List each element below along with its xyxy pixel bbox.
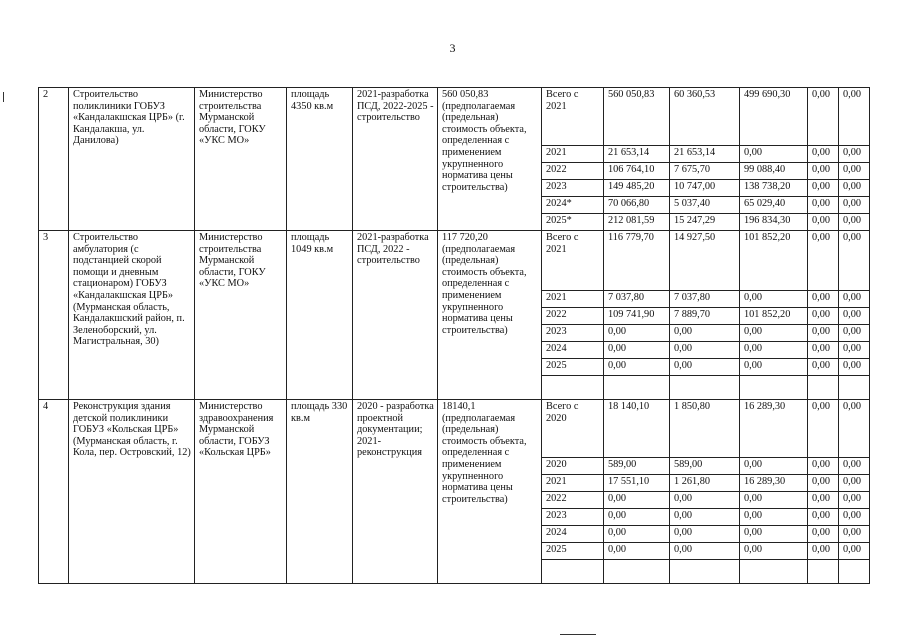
year-value-5: 0,00: [839, 543, 870, 560]
year-cell: 2024: [542, 526, 604, 543]
spacer-cell: [808, 560, 839, 584]
year-value-2: 0,00: [670, 526, 740, 543]
year-value-4: 0,00: [808, 509, 839, 526]
year-value-5: 0,00: [839, 308, 870, 325]
year-value-4: 0,00: [808, 526, 839, 543]
year-cell: 2023: [542, 509, 604, 526]
total-value-3: 16 289,30: [740, 400, 808, 458]
year-value-4: 0,00: [808, 543, 839, 560]
total-label: Всего с 2021: [542, 88, 604, 146]
year-value-3: 0,00: [740, 325, 808, 342]
year-value-5: 0,00: [839, 475, 870, 492]
year-cell: 2022: [542, 163, 604, 180]
estimated-cost: 560 050,83 (предполагаемая (предельная) стоимость объекта, определенная с применением укрупненного норматива цены строительства): [438, 88, 542, 231]
year-value-5: 0,00: [839, 214, 870, 231]
year-value-1: 0,00: [604, 526, 670, 543]
year-value-5: 0,00: [839, 163, 870, 180]
year-value-5: 0,00: [839, 342, 870, 359]
year-value-3: 0,00: [740, 342, 808, 359]
year-cell: 2023: [542, 325, 604, 342]
year-value-2: 21 653,14: [670, 146, 740, 163]
year-cell: 2025: [542, 543, 604, 560]
year-value-4: 0,00: [808, 163, 839, 180]
year-value-3: 16 289,30: [740, 475, 808, 492]
total-value-1: 560 050,83: [604, 88, 670, 146]
year-value-1: 212 081,59: [604, 214, 670, 231]
year-value-2: 7 037,80: [670, 291, 740, 308]
year-value-4: 0,00: [808, 342, 839, 359]
period: 2021-разработка ПСД, 2022-2025 - строительство: [353, 88, 438, 231]
object-name: Строительство амбулатория (с подстанцией скорой помощи и дневным стационаром) ГОБУЗ «Кандалакшская ЦРБ» (Мурманская область, Кандалакшский район, п. Зеленоборский, ул. Магистральная, 30): [69, 231, 195, 400]
year-value-4: 0,00: [808, 146, 839, 163]
year-value-5: 0,00: [839, 291, 870, 308]
year-value-3: 0,00: [740, 526, 808, 543]
period: 2020 - разработка проектной документации; 2021-реконструкция: [353, 400, 438, 584]
year-value-2: 1 261,80: [670, 475, 740, 492]
year-value-3: 0,00: [740, 146, 808, 163]
spacer-cell: [740, 560, 808, 584]
year-value-2: 0,00: [670, 492, 740, 509]
year-value-4: 0,00: [808, 291, 839, 308]
year-value-4: 0,00: [808, 475, 839, 492]
year-value-5: 0,00: [839, 180, 870, 197]
year-value-4: 0,00: [808, 214, 839, 231]
bottom-mark: [560, 634, 596, 635]
year-value-1: 589,00: [604, 458, 670, 475]
executor: Министерство здравоохранения Мурманской области, ГОБУЗ «Кольская ЦРБ»: [195, 400, 287, 584]
year-value-5: 0,00: [839, 325, 870, 342]
year-value-5: 0,00: [839, 458, 870, 475]
year-value-2: 589,00: [670, 458, 740, 475]
total-value-2: 14 927,50: [670, 231, 740, 291]
object-area: площадь 1049 кв.м: [287, 231, 353, 400]
total-value-1: 18 140,10: [604, 400, 670, 458]
year-value-1: 109 741,90: [604, 308, 670, 325]
year-value-5: 0,00: [839, 359, 870, 376]
total-value-4: 0,00: [808, 231, 839, 291]
executor: Министерство строительства Мурманской области, ГОКУ «УКС МО»: [195, 88, 287, 231]
year-value-3: 0,00: [740, 492, 808, 509]
total-value-5: 0,00: [839, 231, 870, 291]
year-value-3: 65 029,40: [740, 197, 808, 214]
year-value-3: 0,00: [740, 291, 808, 308]
object-area: площадь 4350 кв.м: [287, 88, 353, 231]
year-cell: 2025*: [542, 214, 604, 231]
margin-mark: [3, 92, 4, 102]
spacer-cell: [670, 560, 740, 584]
period: 2021-разработка ПСД, 2022 - строительство: [353, 231, 438, 400]
total-value-4: 0,00: [808, 88, 839, 146]
spacer-cell: [740, 376, 808, 400]
year-value-3: 101 852,20: [740, 308, 808, 325]
spacer-cell: [604, 560, 670, 584]
year-value-1: 0,00: [604, 492, 670, 509]
year-cell: 2024: [542, 342, 604, 359]
year-cell: 2021: [542, 291, 604, 308]
estimated-cost: 117 720,20 (предполагаемая (предельная) стоимость объекта, определенная с применением укрупненного норматива цены строительства): [438, 231, 542, 400]
year-value-3: 0,00: [740, 509, 808, 526]
total-value-5: 0,00: [839, 88, 870, 146]
year-value-3: 0,00: [740, 359, 808, 376]
year-value-1: 106 764,10: [604, 163, 670, 180]
year-value-2: 0,00: [670, 509, 740, 526]
year-value-4: 0,00: [808, 359, 839, 376]
estimated-cost: 18140,1 (предполагаемая (предельная) стоимость объекта, определенная с применением укрупненного норматива цены строительства): [438, 400, 542, 584]
year-value-1: 7 037,80: [604, 291, 670, 308]
year-value-4: 0,00: [808, 325, 839, 342]
year-value-4: 0,00: [808, 180, 839, 197]
total-value-4: 0,00: [808, 400, 839, 458]
year-value-1: 0,00: [604, 509, 670, 526]
year-value-1: 0,00: [604, 359, 670, 376]
year-value-2: 7 889,70: [670, 308, 740, 325]
spacer-cell: [839, 376, 870, 400]
year-cell: 2022: [542, 308, 604, 325]
year-value-5: 0,00: [839, 197, 870, 214]
year-value-3: 0,00: [740, 543, 808, 560]
year-value-2: 0,00: [670, 359, 740, 376]
total-value-1: 116 779,70: [604, 231, 670, 291]
object-area: площадь 330 кв.м: [287, 400, 353, 584]
spacer-cell: [542, 560, 604, 584]
year-value-2: 10 747,00: [670, 180, 740, 197]
year-value-1: 0,00: [604, 543, 670, 560]
year-value-4: 0,00: [808, 458, 839, 475]
row-number: 3: [39, 231, 69, 400]
page-number: 3: [449, 41, 456, 55]
year-value-2: 7 675,70: [670, 163, 740, 180]
object-row: [39, 88, 870, 146]
year-cell: 2021: [542, 146, 604, 163]
year-value-4: 0,00: [808, 308, 839, 325]
row-number: 4: [39, 400, 69, 584]
year-value-3: 0,00: [740, 458, 808, 475]
year-value-1: 0,00: [604, 325, 670, 342]
row-number: 2: [39, 88, 69, 231]
year-value-2: 0,00: [670, 342, 740, 359]
total-value-3: 499 690,30: [740, 88, 808, 146]
objects-table: [38, 87, 870, 584]
year-cell: 2020: [542, 458, 604, 475]
total-value-3: 101 852,20: [740, 231, 808, 291]
object-row: [39, 400, 870, 458]
year-cell: 2025: [542, 359, 604, 376]
year-value-5: 0,00: [839, 526, 870, 543]
spacer-cell: [808, 376, 839, 400]
year-cell: 2023: [542, 180, 604, 197]
year-value-2: 0,00: [670, 325, 740, 342]
year-value-3: 138 738,20: [740, 180, 808, 197]
spacer-cell: [604, 376, 670, 400]
year-value-4: 0,00: [808, 197, 839, 214]
spacer-cell: [542, 376, 604, 400]
total-value-2: 1 850,80: [670, 400, 740, 458]
year-value-1: 0,00: [604, 342, 670, 359]
year-cell: 2022: [542, 492, 604, 509]
total-value-2: 60 360,53: [670, 88, 740, 146]
spacer-cell: [839, 560, 870, 584]
year-value-2: 5 037,40: [670, 197, 740, 214]
year-value-5: 0,00: [839, 509, 870, 526]
total-label: Всего с 2020: [542, 400, 604, 458]
total-value-5: 0,00: [839, 400, 870, 458]
year-value-1: 17 551,10: [604, 475, 670, 492]
executor: Министерство строительства Мурманской области, ГОКУ «УКС МО»: [195, 231, 287, 400]
year-value-5: 0,00: [839, 492, 870, 509]
object-name: Строительство поликлиники ГОБУЗ «Кандалакшская ЦРБ» (г. Кандалакша, ул. Данилова): [69, 88, 195, 231]
year-value-1: 149 485,20: [604, 180, 670, 197]
year-value-1: 70 066,80: [604, 197, 670, 214]
year-value-2: 15 247,29: [670, 214, 740, 231]
total-label: Всего с 2021: [542, 231, 604, 291]
year-value-3: 99 088,40: [740, 163, 808, 180]
spacer-cell: [670, 376, 740, 400]
year-value-3: 196 834,30: [740, 214, 808, 231]
year-cell: 2024*: [542, 197, 604, 214]
year-value-4: 0,00: [808, 492, 839, 509]
year-value-2: 0,00: [670, 543, 740, 560]
object-name: Реконструкция здания детской поликлиники ГОБУЗ «Кольская ЦРБ» (Мурманская область, г. Кола, пер. Островский, 12): [69, 400, 195, 584]
year-value-1: 21 653,14: [604, 146, 670, 163]
object-row: [39, 231, 870, 291]
year-cell: 2021: [542, 475, 604, 492]
year-value-5: 0,00: [839, 146, 870, 163]
